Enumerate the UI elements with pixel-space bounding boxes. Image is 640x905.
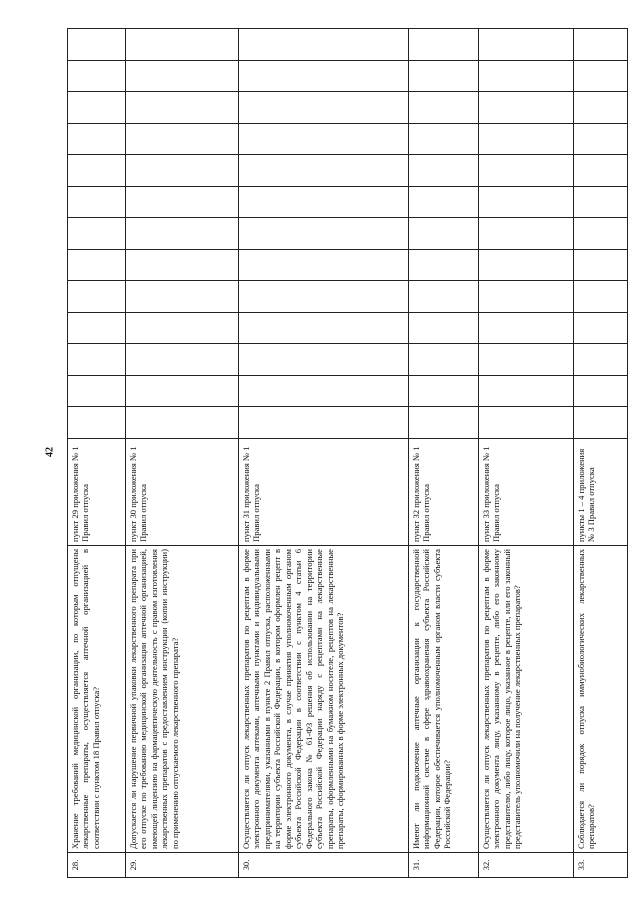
answer-cell xyxy=(409,375,479,407)
answer-cell xyxy=(409,312,479,344)
answer-cell xyxy=(239,218,409,250)
table-row xyxy=(409,29,479,878)
answer-cell xyxy=(239,123,409,155)
answer-cell xyxy=(574,92,628,124)
answer-cell xyxy=(126,29,239,61)
answer-cell xyxy=(479,407,574,439)
legal-reference: пункты 1 – 4 приложения № 3 Правил отпуска xyxy=(574,439,628,546)
answer-cell xyxy=(574,375,628,407)
answer-cell xyxy=(126,92,239,124)
answer-cell xyxy=(479,344,574,376)
question-text: Осуществляется ли отпуск лекарственных препаратов по рецептам в форме электронного документа аптеками, аптечными пунктами и индивидуальными предпринимателями, указанными в пункте 2 Правил отпуска, расположенными на территории субъекта Российской Федерации, в котором оформлен рецепт в форме электронного документа, в случае принятия уполномоченным органом субъекта Российской Федерации в соответствии с пунктом 4 статьи 6 Федерального закона № 61-ФЗ решения об использовании на территории субъекта Российской Федерации наряду с рецептами на лекарственные препараты, оформленными на бумажном носителе, рецептов на лекарственные препараты, сформированных в форме электронных документов? xyxy=(239,546,409,853)
answer-cell xyxy=(239,249,409,281)
answer-cell xyxy=(239,407,409,439)
row-number: 29. xyxy=(126,853,239,878)
answer-cell xyxy=(574,249,628,281)
answer-cell xyxy=(409,29,479,61)
answer-cell xyxy=(574,155,628,187)
answer-cell xyxy=(409,281,479,313)
table-row xyxy=(68,29,126,878)
answer-cell xyxy=(574,218,628,250)
question-text: Соблюдается ли порядок отпуска иммунобиологических лекарственных препаратов? xyxy=(574,546,628,853)
table-row xyxy=(239,29,409,878)
table-row xyxy=(126,29,239,878)
answer-cell xyxy=(126,344,239,376)
answer-cell xyxy=(126,407,239,439)
answer-cell xyxy=(409,155,479,187)
answer-cell xyxy=(68,375,126,407)
answer-cell xyxy=(479,375,574,407)
answer-cell xyxy=(409,407,479,439)
answer-cell xyxy=(574,186,628,218)
answer-cell xyxy=(574,281,628,313)
answer-cell xyxy=(409,92,479,124)
answer-cell xyxy=(68,344,126,376)
checklist-table xyxy=(67,28,628,878)
answer-cell xyxy=(479,249,574,281)
answer-cell xyxy=(239,344,409,376)
answer-cell xyxy=(126,312,239,344)
answer-cell xyxy=(574,60,628,92)
legal-reference: пункт 33 приложения № 1 Правил отпуска xyxy=(479,439,574,546)
answer-cell xyxy=(68,407,126,439)
answer-cell xyxy=(239,186,409,218)
row-number: 31. xyxy=(409,853,479,878)
answer-cell xyxy=(479,312,574,344)
question-text: Осуществляется ли отпуск лекарственных препаратов по рецептам в форме электронного документа лицу, указанному в рецепте, либо его законному представителю, либо лицу, которое лицо, указанное в рецепте, или его законный представитель уполномочили на получение лекарственных препаратов? xyxy=(479,546,574,853)
answer-cell xyxy=(68,29,126,61)
answer-cell xyxy=(479,281,574,313)
answer-cell xyxy=(409,123,479,155)
answer-cell xyxy=(68,218,126,250)
answer-cell xyxy=(409,60,479,92)
answer-cell xyxy=(574,123,628,155)
answer-cell xyxy=(126,123,239,155)
answer-cell xyxy=(126,375,239,407)
table-row xyxy=(479,29,574,878)
answer-cell xyxy=(574,29,628,61)
answer-cell xyxy=(409,218,479,250)
row-number: 33. xyxy=(574,853,628,878)
legal-reference: пункт 31 приложения № 1 Правил отпуска xyxy=(239,439,409,546)
question-text: Имеют ли подключение аптечные организации к государственной информационной системе в сфере здравоохранения субъекта Российской Федерации, которое обеспечивается уполномоченным органом власти субъекта Российской Федерации? xyxy=(409,546,479,853)
answer-cell xyxy=(68,60,126,92)
answer-cell xyxy=(479,218,574,250)
answer-cell xyxy=(126,60,239,92)
row-number: 30. xyxy=(239,853,409,878)
answer-cell xyxy=(409,344,479,376)
answer-cell xyxy=(68,155,126,187)
row-number: 32. xyxy=(479,853,574,878)
legal-reference: пункт 32 приложения № 1 Правил отпуска xyxy=(409,439,479,546)
legal-reference: пункт 29 приложения № 1 Правил отпуска xyxy=(68,439,126,546)
answer-cell xyxy=(239,155,409,187)
answer-cell xyxy=(126,281,239,313)
answer-cell xyxy=(126,186,239,218)
answer-cell xyxy=(239,312,409,344)
answer-cell xyxy=(409,186,479,218)
answer-cell xyxy=(479,123,574,155)
answer-cell xyxy=(68,249,126,281)
answer-cell xyxy=(409,249,479,281)
answer-cell xyxy=(126,155,239,187)
answer-cell xyxy=(479,155,574,187)
answer-cell xyxy=(126,218,239,250)
answer-cell xyxy=(239,281,409,313)
answer-cell xyxy=(68,312,126,344)
answer-cell xyxy=(479,186,574,218)
answer-cell xyxy=(574,344,628,376)
answer-cell xyxy=(479,92,574,124)
question-text: Хранение требований медицинской организации, по которым отпущены лекарственные препараты, осуществляется аптечной организацией в соответствии с пунктом 18 Правил отпуска? xyxy=(68,546,126,853)
question-text: Допускается ли нарушение первичной упаковки лекарственного препарата при его отпуске по требованию медицинской организации аптечной организацией, имеющей лицензию на фармацевтическую деятельность с правом изготовления лекарственных препаратов с предоставлением инструкции (копии инструкции) по применению отпускаемого лекарственного препарата? xyxy=(126,546,239,853)
answer-cell xyxy=(126,249,239,281)
answer-cell xyxy=(574,407,628,439)
answer-cell xyxy=(239,92,409,124)
answer-cell xyxy=(68,186,126,218)
answer-cell xyxy=(239,29,409,61)
table-row xyxy=(574,29,628,878)
answer-cell xyxy=(574,312,628,344)
answer-cell xyxy=(239,60,409,92)
answer-cell xyxy=(68,92,126,124)
answer-cell xyxy=(479,60,574,92)
page-number: 42 xyxy=(44,447,56,457)
legal-reference: пункт 30 приложения № 1 Правил отпуска xyxy=(126,439,239,546)
checklist-table-rotated xyxy=(67,28,627,878)
answer-cell xyxy=(239,375,409,407)
row-number: 28. xyxy=(68,853,126,878)
answer-cell xyxy=(68,281,126,313)
answer-cell xyxy=(479,29,574,61)
answer-cell xyxy=(68,123,126,155)
